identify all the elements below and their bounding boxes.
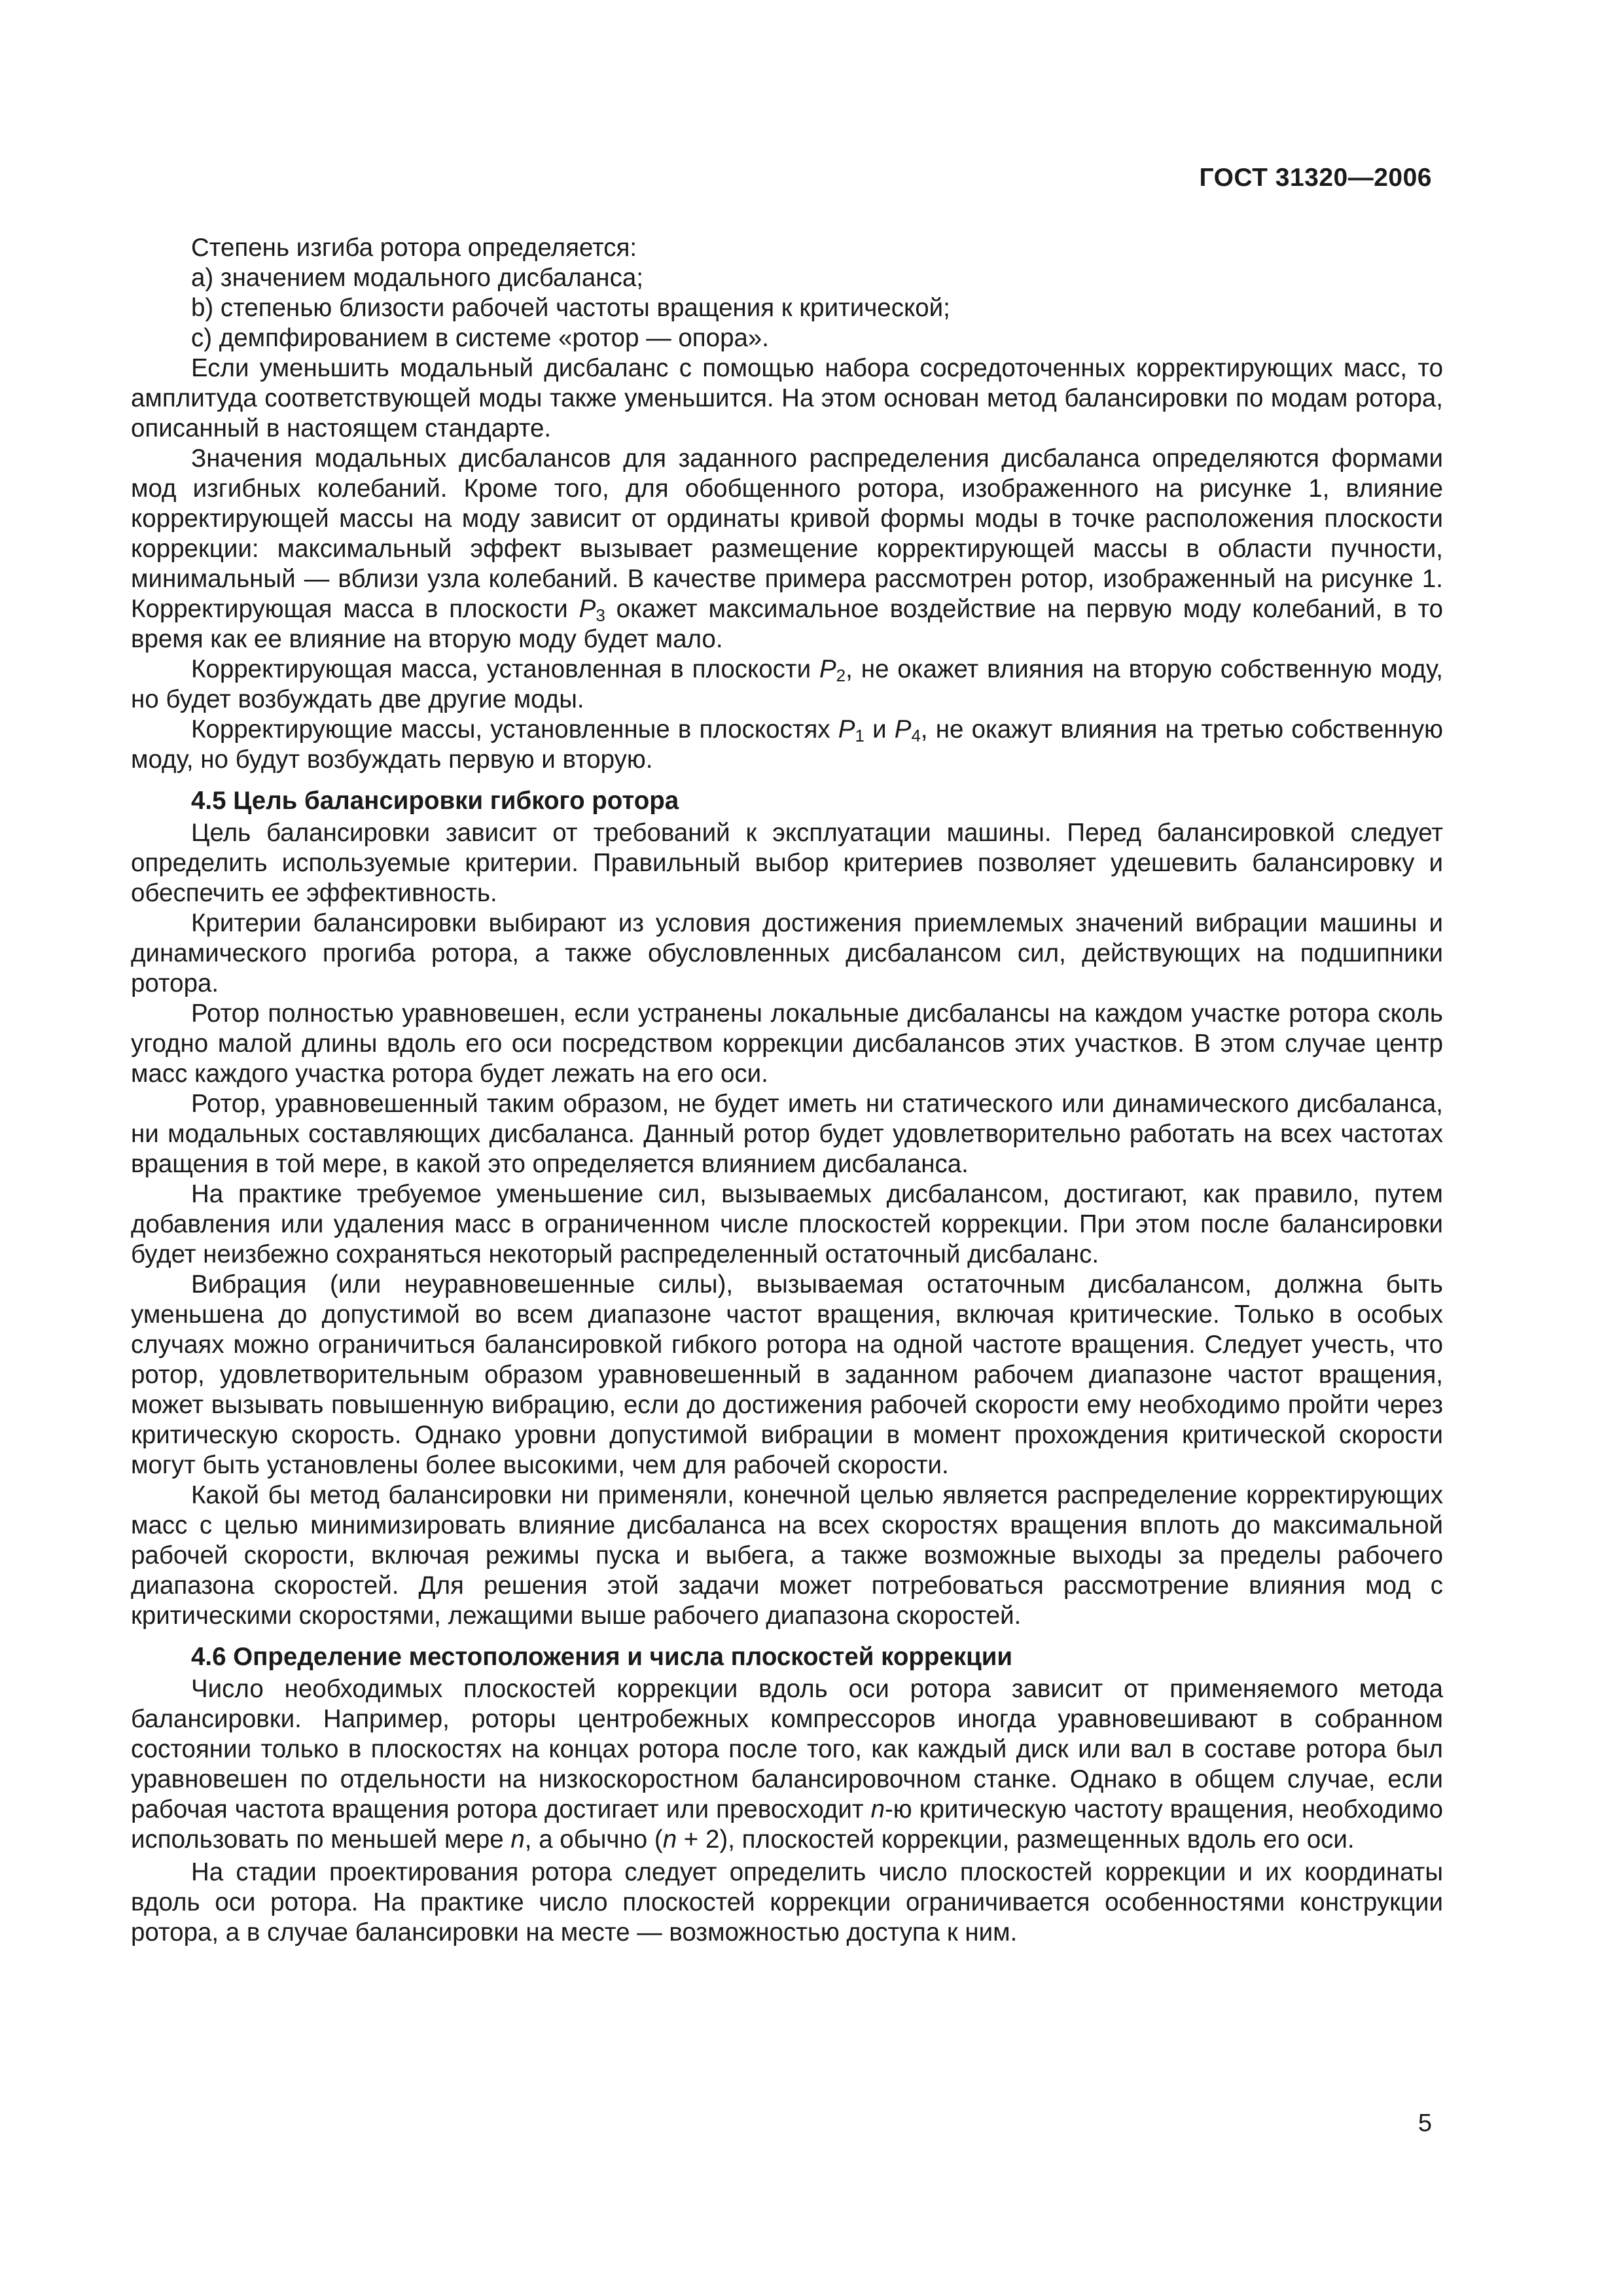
plane-variable: P: [894, 715, 912, 744]
paragraph-text: , не окажет влияния на вторую собственную моду, но будет возбуждать две другие моды.: [131, 655, 1443, 713]
paragraph: Цель балансировки зависит от требований к эксплуатации машины. Перед балансировкой следует определить используемые критерии. Правильный выбор критериев позволяет удешевить балансировку и обеспечить ее эффективность.: [131, 819, 1443, 907]
section-heading: 4.5 Цель балансировки гибкого ротора: [191, 787, 679, 815]
paragraph: На стадии проектирования ротора следует определить число плоскостей коррекции и их координаты вдоль оси ротора. На практике число плоскостей коррекции ограничивается особенностями конструкции ротора, а в случае балансировки на месте — возможностью доступа к ним.: [131, 1858, 1443, 1946]
paragraph: Критерии балансировки выбирают из условия достижения приемлемых значений вибрации машины и динамического прогиба ротора, а также обусловленных дисбалансом сил, действующих на подшипники ротора.: [131, 909, 1443, 997]
paragraph-text: -ю критическую частоту вращения, необходимо использовать по меньшей мере: [131, 1795, 1443, 1854]
paragraph: Вибрация (или неуравновешенные силы), вызываемая остаточным дисбалансом, должна быть уменьшена до допустимой во всем диапазоне частот вращения, включая критические. Только в особых случаях можно ограничиться балансировкой гибкого ротора на одной частоте вращения. Следует учесть, что ротор, удовлетворительным образом уравновешенный в заданном рабочем диапазоне частот вращения, может вызывать повышенную вибрацию, если до достижения рабочей скорости ему необходимо пройти через критическую скорость. Однако уровни допустимой вибрации в момент прохождения критической скорости могут быть установлены более высокими, чем для рабочей скорости.: [131, 1270, 1443, 1479]
list-item: a) значением модального дисбаланса;: [191, 264, 643, 292]
page-body: [131, 233, 1443, 1948]
plane-variable: P: [838, 715, 855, 744]
paragraph: [131, 444, 1443, 655]
paragraph: Ротор полностью уравновешен, если устранены локальные дисбалансы на каждом участке ротора сколь угодно малой длины вдоль его оси посредством коррекции дисбалансов этих участков. В этом случае центр масс каждого участка ротора будет лежать на его оси.: [131, 999, 1443, 1088]
paragraph: Степень изгиба ротора определяется:: [191, 234, 637, 262]
paragraph-text: + 2), плоскостей коррекции, размещенных вдоль его оси.: [677, 1825, 1355, 1854]
section-heading: 4.6 Определение местоположения и числа плоскостей коррекции: [191, 1643, 1013, 1671]
paragraph-text: Число необходимых плоскостей коррекции вдоль оси ротора зависит от применяемого метода балансировки. Например, роторы центробежных компрессоров иногда уравновешивают в собранном состоянии только в плоскостях на концах ротора после того, как каждый диск или вал в составе ротора был уравновешен по отдельности на низкоскоростном балансировочном станке. Однако в общем случае, если рабочая частота вращения ротора достигает или превосходит: [131, 1675, 1443, 1823]
plane-variable: P: [579, 595, 596, 623]
list-item: c) демпфированием в системе «ротор — опора».: [191, 324, 769, 352]
paragraph: На практике требуемое уменьшение сил, вызываемых дисбалансом, достигают, как правило, путем добавления или удаления масс в ограниченном числе плоскостей коррекции. При этом после балансировки будет неизбежно сохраняться некоторый распределенный остаточный дисбаланс.: [131, 1180, 1443, 1268]
paragraph-text: Корректирующие массы, установленные в плоскостях: [191, 715, 830, 744]
document-code: ГОСТ 31320—2006: [1199, 164, 1432, 192]
paragraph: Ротор, уравновешенный таким образом, не будет иметь ни статического или динамического дисбаланса, ни модальных составляющих дисбаланса. Данный ротор будет удовлетворительно работать на всех частотах вращения в той мере, в какой это определяется влиянием дисбаланса.: [131, 1090, 1443, 1178]
plane-variable: P: [819, 655, 836, 683]
paragraph-text: окажет максимальное воздействие на первую моду колебаний, в то время как ее влияние на вторую моду будет мало.: [131, 595, 1443, 653]
paragraph-text: , не окажут влияния на третью собственную моду, но будут возбуждать первую и вторую.: [131, 715, 1443, 774]
paragraph: Если уменьшить модальный дисбаланс с помощью набора сосредоточенных корректирующих масс, то амплитуда соответствующей моды также уменьшится. На этом основан метод балансировки по модам ротора, описанный в настоящем стандарте.: [131, 354, 1443, 442]
plane-subscript: 1: [855, 726, 865, 745]
page-number: 5: [1418, 2109, 1432, 2137]
mode-variable: n: [510, 1825, 525, 1854]
list-item: b) степенью близости рабочей частоты вращения к критической;: [191, 294, 950, 322]
paragraph: Какой бы метод балансировки ни применяли, конечной целью является распределение корректирующих масс с целью минимизировать влияние дисбаланса на всех скоростях вращения вплоть до максимальной рабочей скорости, включая режимы пуска и выбега, а также возможные выходы за пределы рабочего диапазона скоростей. Для решения этой задачи может потребоваться рассмотрение влияния мод с критическими скоростями, лежащими выше рабочего диапазона скоростей.: [131, 1481, 1443, 1630]
paragraph: [131, 1674, 1443, 1855]
plane-subscript: 4: [911, 726, 921, 745]
paragraph: [131, 655, 1443, 715]
mode-variable: n: [662, 1825, 677, 1854]
paragraph-text: и: [872, 715, 887, 744]
mode-variable: n: [870, 1795, 885, 1823]
plane-subscript: 3: [596, 605, 605, 625]
plane-subscript: 2: [836, 666, 846, 685]
paragraph-text: Корректирующая масса, установленная в плоскости: [191, 655, 812, 683]
paragraph-text: , а обычно (: [524, 1825, 663, 1854]
paragraph-text: Значения модальных дисбалансов для заданного распределения дисбаланса определяются формами мод изгибных колебаний. Кроме того, для обобщенного ротора, изображенного на рисунке 1, влияние корректирующей массы на моду зависит от ординаты кривой формы моды в точке расположения плоскости коррекции: максимальный эффект вызывает размещение корректирующей массы в области пучности, минимальный — вблизи узла колебаний. В качестве примера рассмотрен ротор, изображенный на рисунке 1. Корректирующая масса в плоскости: [131, 444, 1443, 623]
paragraph: [131, 715, 1443, 775]
